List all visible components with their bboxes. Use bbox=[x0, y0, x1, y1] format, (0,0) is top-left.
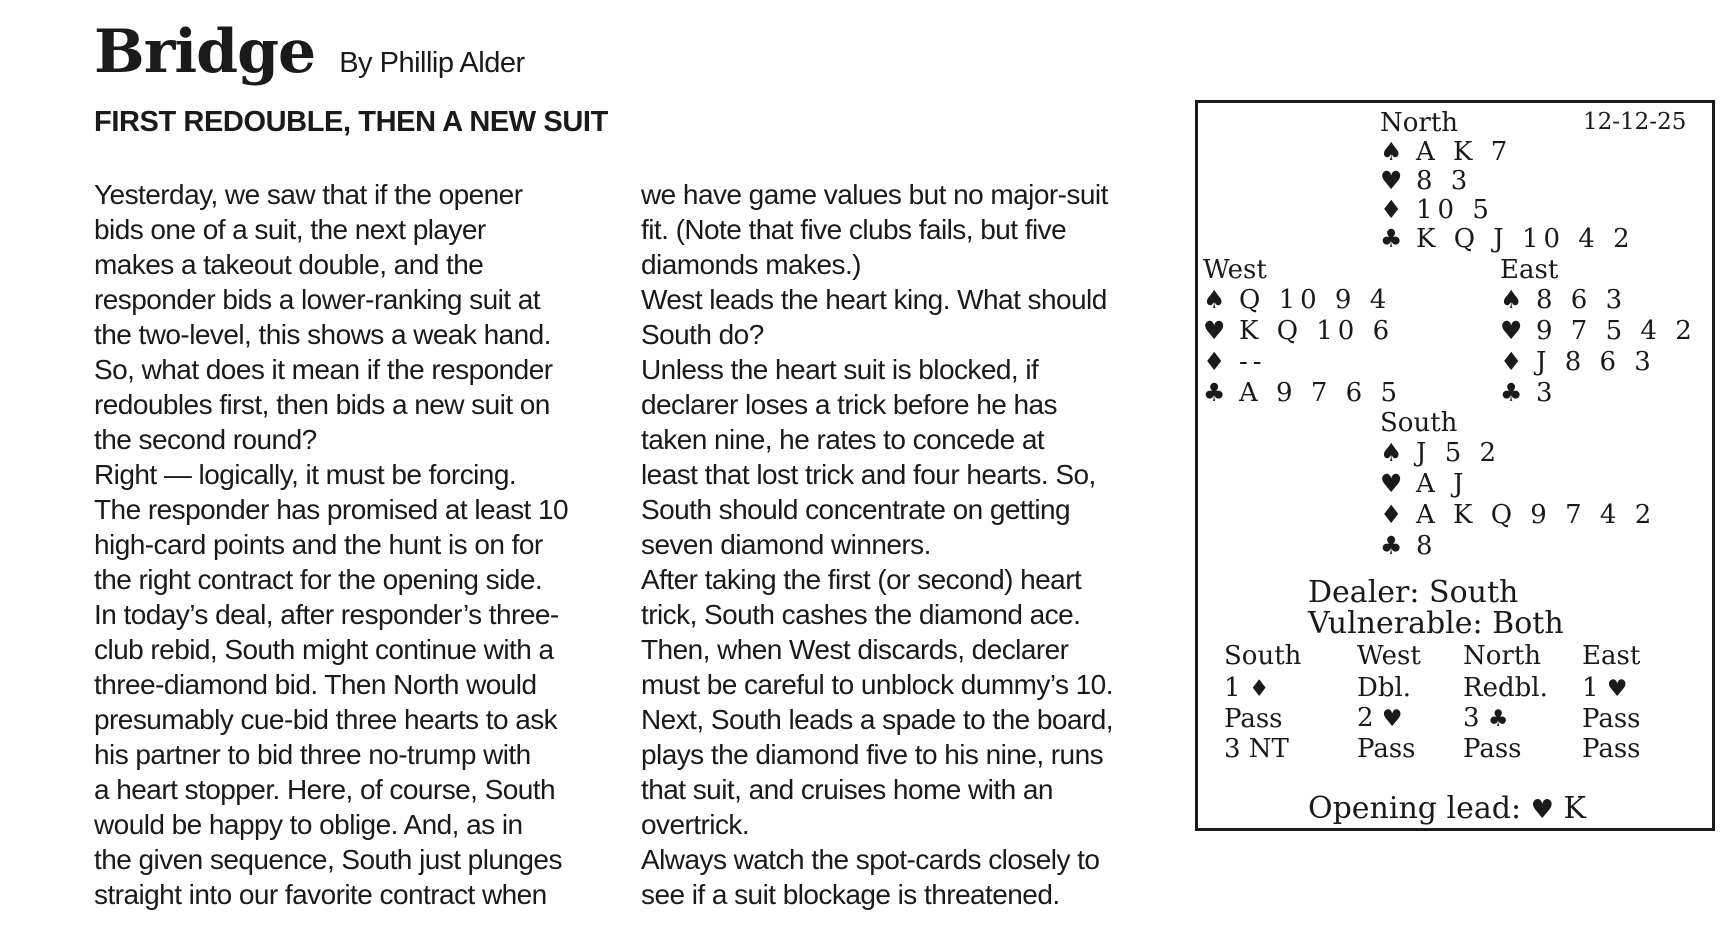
diamond-icon: ♦ bbox=[1500, 347, 1523, 376]
card-list: 10 5 bbox=[1416, 195, 1494, 225]
text-line: the two-level, this shows a weak hand. bbox=[94, 319, 551, 350]
east-label: East bbox=[1500, 255, 1559, 285]
club-icon: ♣ bbox=[1487, 706, 1509, 732]
text-line: see if a suit blockage is threatened. bbox=[641, 879, 1060, 910]
text-line: club rebid, South might continue with a bbox=[94, 634, 554, 665]
text-line: high-card points and the hunt is on for bbox=[94, 529, 543, 560]
card-list: -- bbox=[1239, 347, 1267, 377]
auction-bid bbox=[1582, 734, 1641, 764]
text-line: Then, when West discards, declarer bbox=[641, 634, 1069, 665]
north-label: North bbox=[1380, 108, 1459, 138]
auction-bid bbox=[1224, 673, 1301, 704]
card-list: A K Q 9 7 4 2 bbox=[1416, 500, 1657, 530]
spade-icon: ♠ bbox=[1500, 285, 1523, 314]
text-line: Unless the heart suit is blocked, if bbox=[641, 354, 1039, 385]
diamond-icon: ♦ bbox=[1203, 347, 1226, 376]
card-list: A 9 7 6 5 bbox=[1239, 378, 1403, 408]
spade-icon: ♠ bbox=[1380, 137, 1403, 166]
text-line: After taking the first (or second) heart bbox=[641, 564, 1082, 595]
bid-text: 3 NT bbox=[1224, 734, 1289, 764]
text-line: the given sequence, South just plunges bbox=[94, 844, 562, 875]
bid-text: Pass bbox=[1224, 704, 1283, 734]
bid-text: Pass bbox=[1357, 734, 1416, 764]
card-list: 9 7 5 4 2 bbox=[1536, 316, 1697, 346]
text-line: least that lost trick and four hearts. So, bbox=[641, 459, 1096, 490]
west-clubs bbox=[1203, 378, 1402, 408]
dealer-info: Dealer: South bbox=[1308, 575, 1519, 610]
text-line: we have game values but no major-suit bbox=[641, 179, 1108, 210]
headline: FIRST REDOUBLE, THEN A NEW SUIT bbox=[94, 106, 608, 138]
heart-icon: ♥ bbox=[1500, 316, 1523, 345]
text-line: plays the diamond five to his nine, runs bbox=[641, 739, 1104, 770]
bridge-deal-diagram bbox=[1195, 100, 1715, 831]
auction-column-east bbox=[1582, 641, 1641, 764]
card-list: J 5 2 bbox=[1416, 438, 1502, 468]
text-line: the right contract for the opening side. bbox=[94, 564, 543, 595]
text-line: The responder has promised at least 10 bbox=[94, 494, 569, 525]
east-spades bbox=[1500, 285, 1627, 315]
card-list: K Q 10 6 bbox=[1239, 316, 1395, 346]
bid-text: 3 bbox=[1463, 703, 1480, 733]
south-clubs bbox=[1380, 531, 1438, 561]
text-line: West leads the heart king. What should bbox=[641, 284, 1107, 315]
text-line: overtrick. bbox=[641, 809, 750, 840]
auction-bid bbox=[1224, 704, 1301, 734]
auction-column-north bbox=[1463, 641, 1548, 764]
opening-lead-label: Opening lead: bbox=[1308, 791, 1522, 826]
article-column-1 bbox=[94, 177, 639, 912]
card-list: 8 3 bbox=[1416, 166, 1473, 196]
diamond-icon: ♦ bbox=[1248, 676, 1270, 702]
auction-header-east: East bbox=[1582, 641, 1641, 671]
west-spades bbox=[1203, 285, 1391, 315]
auction-bid bbox=[1463, 734, 1548, 764]
text-line: Next, South leads a spade to the board, bbox=[641, 704, 1113, 735]
text-line: South do? bbox=[641, 319, 764, 350]
card-list: J 8 6 3 bbox=[1536, 347, 1656, 377]
auction-bid bbox=[1463, 673, 1548, 703]
bid-text: 1 bbox=[1582, 673, 1599, 703]
bid-text: Pass bbox=[1582, 704, 1641, 734]
masthead bbox=[94, 17, 525, 87]
auction-header-north: North bbox=[1463, 641, 1542, 671]
diamond-icon: ♦ bbox=[1380, 500, 1403, 529]
north-hearts bbox=[1380, 166, 1472, 196]
south-spades bbox=[1380, 438, 1501, 468]
club-icon: ♣ bbox=[1500, 378, 1523, 407]
text-line: trick, South cashes the diamond ace. bbox=[641, 599, 1081, 630]
text-line: straight into our favorite contract when bbox=[94, 879, 547, 910]
text-line: his partner to bid three no-trump with bbox=[94, 739, 531, 770]
text-line: diamonds makes.) bbox=[641, 249, 861, 280]
south-label: South bbox=[1380, 408, 1458, 438]
heart-icon: ♥ bbox=[1380, 166, 1403, 195]
auction-bid bbox=[1582, 704, 1641, 734]
text-line: fit. (Note that five clubs fails, but five bbox=[641, 214, 1067, 245]
card-list: 8 6 3 bbox=[1536, 285, 1628, 315]
spade-icon: ♠ bbox=[1203, 285, 1226, 314]
column-title: Bridge bbox=[94, 17, 316, 87]
club-icon: ♣ bbox=[1380, 531, 1403, 560]
heart-icon: ♥ bbox=[1381, 706, 1403, 732]
heart-icon: ♥ bbox=[1380, 469, 1403, 498]
auction-column-south bbox=[1224, 641, 1301, 764]
heart-icon: ♥ bbox=[1606, 676, 1628, 702]
club-icon: ♣ bbox=[1203, 378, 1226, 407]
text-line: South should concentrate on getting bbox=[641, 494, 1071, 525]
bid-text: 2 bbox=[1357, 703, 1374, 733]
bid-text: Redbl. bbox=[1463, 673, 1548, 703]
text-line: Yesterday, we saw that if the opener bbox=[94, 179, 523, 210]
text-line: In today’s deal, after responder’s three- bbox=[94, 599, 559, 630]
card-list: K Q J 10 4 2 bbox=[1416, 224, 1635, 254]
text-line: a heart stopper. Here, of course, South bbox=[94, 774, 556, 805]
auction-header-south: South bbox=[1224, 641, 1302, 671]
club-icon: ♣ bbox=[1380, 224, 1403, 253]
text-line: would be happy to oblige. And, as in bbox=[94, 809, 523, 840]
heart-icon: ♥ bbox=[1203, 316, 1226, 345]
text-line: must be careful to unblock dummy’s 10. bbox=[641, 669, 1113, 700]
west-diamonds bbox=[1203, 347, 1267, 377]
text-line: So, what does it mean if the responder bbox=[94, 354, 553, 385]
north-spades bbox=[1380, 137, 1512, 167]
auction-bid bbox=[1357, 703, 1421, 734]
vulnerability-info: Vulnerable: Both bbox=[1308, 606, 1564, 641]
west-hearts bbox=[1203, 316, 1394, 346]
card-list: A J bbox=[1416, 469, 1469, 499]
text-line: redoubles first, then bids a new suit on bbox=[94, 389, 550, 420]
heart-icon: ♥ bbox=[1530, 795, 1554, 825]
text-line: makes a takeout double, and the bbox=[94, 249, 484, 280]
auction-header-west: West bbox=[1357, 641, 1421, 671]
auction-bid bbox=[1357, 673, 1421, 703]
card-list: Q 10 9 4 bbox=[1239, 285, 1392, 315]
byline: By Phillip Alder bbox=[339, 47, 525, 79]
south-hearts bbox=[1380, 469, 1468, 499]
text-line: the second round? bbox=[94, 424, 317, 455]
text-line: Always watch the spot-cards closely to bbox=[641, 844, 1100, 875]
text-line: that suit, and cruises home with an bbox=[641, 774, 1053, 805]
auction-bid bbox=[1582, 673, 1641, 704]
text-line: declarer loses a trick before he has bbox=[641, 389, 1057, 420]
text-line: seven diamond winners. bbox=[641, 529, 931, 560]
bid-text: 1 bbox=[1224, 673, 1241, 703]
east-clubs bbox=[1500, 378, 1558, 408]
text-line: Right — logically, it must be forcing. bbox=[94, 459, 517, 490]
opening-lead bbox=[1308, 791, 1586, 826]
text-line: responder bids a lower-ranking suit at bbox=[94, 284, 541, 315]
auction-bid bbox=[1357, 734, 1421, 764]
card-list: 8 bbox=[1416, 531, 1438, 561]
west-label: West bbox=[1203, 255, 1267, 285]
card-list: 3 bbox=[1536, 378, 1558, 408]
east-hearts bbox=[1500, 316, 1697, 346]
card-list: A K 7 bbox=[1416, 137, 1513, 167]
bid-text: Pass bbox=[1463, 734, 1522, 764]
north-clubs bbox=[1380, 224, 1635, 254]
text-line: three-diamond bid. Then North would bbox=[94, 669, 537, 700]
text-line: taken nine, he rates to concede at bbox=[641, 424, 1045, 455]
east-diamonds bbox=[1500, 347, 1656, 377]
text-line: presumably cue-bid three hearts to ask bbox=[94, 704, 558, 735]
deal-date: 12-12-25 bbox=[1583, 109, 1687, 135]
auction-bid bbox=[1463, 703, 1548, 734]
bid-text: Dbl. bbox=[1357, 673, 1412, 703]
auction-column-west bbox=[1357, 641, 1421, 764]
bid-text: Pass bbox=[1582, 734, 1641, 764]
article-column-2 bbox=[641, 177, 1186, 912]
text-line: bids one of a suit, the next player bbox=[94, 214, 486, 245]
diamond-icon: ♦ bbox=[1380, 195, 1403, 224]
south-diamonds bbox=[1380, 500, 1656, 530]
auction-bid bbox=[1224, 734, 1301, 764]
north-diamonds bbox=[1380, 195, 1494, 225]
opening-lead-card: K bbox=[1563, 791, 1586, 826]
spade-icon: ♠ bbox=[1380, 438, 1403, 467]
